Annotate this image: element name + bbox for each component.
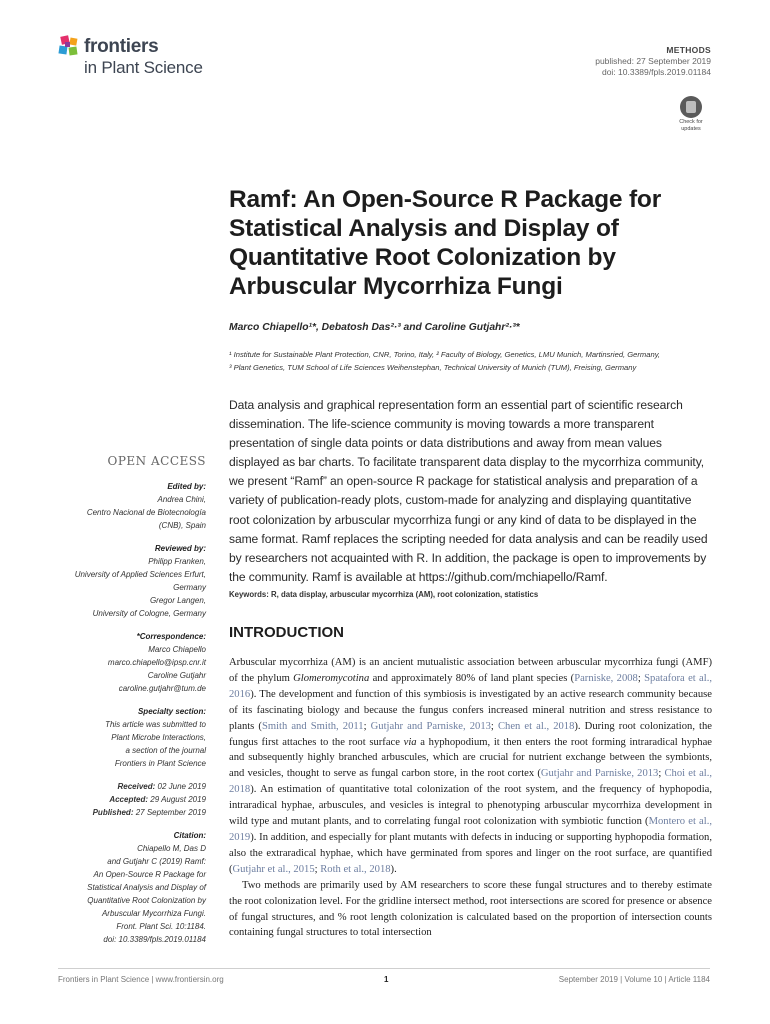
specialty-section-block bbox=[46, 705, 206, 770]
correspondence-block bbox=[46, 630, 206, 695]
abstract: Data analysis and graphical representation form an essential part of scientific research dissemination. The life-science community is moving towards a more transparent presentation of single data points or data distributions and away from mean values displayed as bar charts. To facilitate transparent data display to the mycorrhiza community, we present “Ramf” an open-source R package for statistical analysis and preparation of a variety of publication-ready plots, custom-made for analyzing and displaying quantitative root colonization by arbuscular mycorrhiza fungi or any kind of data to be displayed in the same format. Ramf replaces the scripting needed for data analysis and can be readily used by researchers not acquainted with R. In addition, the package is open to improvements by the community. Ramf is available at https://github.com/mchiapello/Ramf. bbox=[229, 398, 708, 584]
text-run: ; bbox=[637, 672, 645, 684]
doi-link[interactable]: doi: 10.3389/fpls.2019.01184 bbox=[601, 67, 711, 77]
reviewed-by-block bbox=[46, 542, 206, 620]
citation-line-3: An Open-Source R Package for bbox=[93, 870, 206, 879]
correspondent-1-name: Marco Chiapello bbox=[148, 645, 206, 654]
text-run: Arbuscular mycorrhiza (AM) is an ancient mutualistic association between arbuscular mycorrhiza fungi (AMF) of the phylum bbox=[229, 657, 712, 684]
received-date: 02 June 2019 bbox=[157, 782, 206, 791]
editor-name: Andrea Chini, bbox=[157, 495, 206, 504]
check-updates-label-1: Check for bbox=[679, 119, 703, 125]
footer-issue-info: September 2019 | Volume 10 | Article 1184 bbox=[558, 975, 710, 984]
text-run: ). bbox=[390, 863, 397, 875]
specialty-line-3: a section of the journal bbox=[125, 746, 206, 755]
reviewed-by-label: Reviewed by: bbox=[154, 544, 206, 553]
reference-link[interactable]: Smith and Smith, 2011 bbox=[261, 720, 364, 732]
citation-line-4: Statistical Analysis and Display of bbox=[87, 883, 206, 892]
reviewer-1-name: Philipp Franken, bbox=[148, 557, 206, 566]
footer-journal-site[interactable]: Frontiers in Plant Science | www.frontiersin.org bbox=[58, 975, 224, 984]
frontiers-logo-icon bbox=[58, 34, 84, 60]
received-label: Received: bbox=[117, 782, 156, 791]
keywords: Keywords: R, data display, arbuscular mycorrhiza (AM), root colonization, statistics bbox=[229, 590, 539, 599]
specialty-section-label: Specialty section: bbox=[137, 707, 206, 716]
reviewer-1-affiliation-2: Germany bbox=[173, 583, 206, 592]
text-run: ; bbox=[658, 768, 665, 780]
reference-link[interactable]: Chen et al., 2018 bbox=[497, 720, 575, 732]
published-line bbox=[46, 806, 206, 819]
reference-link[interactable]: Choi et al., 2018 bbox=[229, 768, 713, 796]
accepted-line bbox=[46, 793, 206, 806]
editor-affiliation-2: (CNB), Spain bbox=[158, 521, 206, 530]
reference-link[interactable]: Montero et al., 2019 bbox=[229, 816, 713, 843]
check-for-updates-button[interactable] bbox=[674, 96, 708, 132]
citation-block bbox=[46, 829, 206, 946]
edited-by-block bbox=[46, 480, 206, 532]
text-run: ). The development and function of this symbiosis is investigated by an active research community because of its fascinating biology and because the fungus confers increased mineral nutrition and stress resistance to plants ( bbox=[229, 688, 712, 732]
page-number: 1 bbox=[384, 975, 389, 984]
text-run: and approximately 80% of land plant species ( bbox=[369, 672, 575, 684]
text-run: ). An estimation of quantitative total colonization of the root system, and the frequency of hyphopodia, intraradical hyphae, arbuscules, and vesicles is integral to phenotyping arbuscular mycorrhiza development in wild type and mutant plants, and to correlating fungal root colonization with symbiotic function ( bbox=[229, 784, 712, 828]
correspondent-1-email[interactable]: marco.chiapello@ipsp.cnr.it bbox=[107, 658, 206, 667]
check-updates-label-2: updates bbox=[681, 126, 701, 132]
reviewer-2-name: Gregor Langen, bbox=[149, 596, 206, 605]
citation-line-6: Arbuscular Mycorrhiza Fungi. bbox=[101, 909, 206, 918]
journal-logo[interactable] bbox=[58, 34, 218, 80]
introduction-body bbox=[229, 655, 712, 941]
affiliation-line-2: ³ Plant Genetics, TUM School of Life Sciences Weihenstephan, Technical University of Munich (TUM), Freising, Germany bbox=[229, 363, 637, 372]
citation-line-2: and Gutjahr C (2019) Ramf: bbox=[107, 857, 206, 866]
citation-line-8[interactable]: doi: 10.3389/fpls.2019.01184 bbox=[103, 935, 206, 944]
published-date: published: 27 September 2019 bbox=[595, 56, 711, 66]
specialty-line-1: This article was submitted to bbox=[105, 720, 206, 729]
reference-link[interactable]: Parniske, 2008 bbox=[574, 672, 638, 684]
reviewer-1-affiliation-1: University of Applied Sciences Erfurt, bbox=[74, 570, 206, 579]
taxon-name: Glomeromycotina bbox=[293, 672, 370, 684]
italic-word: via bbox=[403, 736, 417, 748]
text-run: ; bbox=[314, 863, 321, 875]
reference-link[interactable]: Gutjahr and Parniske, 2013 bbox=[370, 720, 491, 732]
editor-affiliation-1: Centro Nacional de Biotecnología bbox=[86, 508, 206, 517]
open-access-label: OPEN ACCESS bbox=[107, 454, 206, 468]
text-run: ). During root colonization, the fungus first attaches to the root surface bbox=[229, 720, 713, 748]
intro-paragraph-1 bbox=[229, 655, 712, 878]
text-run: ; bbox=[363, 720, 371, 732]
citation-line-7: Front. Plant Sci. 10:1184. bbox=[116, 922, 206, 931]
specialty-line-2: Plant Microbe Interactions, bbox=[111, 733, 206, 742]
correspondent-2-email[interactable]: caroline.gutjahr@tum.de bbox=[118, 684, 206, 693]
correspondent-2-name: Caroline Gutjahr bbox=[147, 671, 206, 680]
article-sidebar bbox=[46, 480, 206, 951]
text-run: a hyphopodium, it then enters the root forming intraradical hyphae and subsequently highly branched arbuscules, which are crucial for nutrient exchange between the symbionts, and vesicles, thought to serve as fungal carbon store, in the root cortex ( bbox=[229, 736, 712, 780]
reference-link[interactable]: Spatafora et al., 2016 bbox=[229, 672, 712, 700]
citation-line-5: Quantitative Root Colonization by bbox=[87, 896, 206, 905]
author-list: Marco Chiapello¹*, Debatosh Das²·³ and Caroline Gutjahr²·³* bbox=[229, 322, 520, 333]
text-run: ; bbox=[490, 720, 498, 732]
section-heading-introduction: INTRODUCTION bbox=[229, 624, 344, 641]
reviewer-2-affiliation: University of Cologne, Germany bbox=[92, 609, 206, 618]
received-line bbox=[46, 780, 206, 793]
citation-label: Citation: bbox=[173, 831, 206, 840]
reference-link[interactable]: Gutjahr and Parniske, 2013 bbox=[540, 768, 659, 780]
text-run: ). In addition, and especially for plant mutants with defects in inducing or supporting hyphopodia formation, also the extraradical hyphae, which have germinated from spores and linger on the root surface, are quantified ( bbox=[229, 831, 712, 875]
reference-link[interactable]: Roth et al., 2018 bbox=[320, 863, 391, 875]
article-title: Ramf: An Open-Source R Package for Statistical Analysis and Display of Quantitative Root Colonization by Arbuscular Mycorrhiza Fungi bbox=[229, 186, 662, 300]
published-label: Published: bbox=[92, 808, 134, 817]
page-footer bbox=[58, 968, 710, 984]
reference-link[interactable]: Gutjahr et al., 2015 bbox=[232, 863, 315, 875]
published-date-sidebar: 27 September 2019 bbox=[135, 808, 206, 817]
edited-by-label: Edited by: bbox=[167, 482, 206, 491]
accepted-label: Accepted: bbox=[109, 795, 149, 804]
affiliation-line-1: ¹ Institute for Sustainable Plant Protection, CNR, Torino, Italy, ² Faculty of Biology, Genetics, LMU Munich, Martinsried, Germany, bbox=[229, 350, 661, 359]
dates-block bbox=[46, 780, 206, 819]
specialty-line-4: Frontiers in Plant Science bbox=[114, 759, 206, 768]
check-updates-icon bbox=[680, 96, 702, 118]
article-meta bbox=[595, 45, 711, 78]
accepted-date: 29 August 2019 bbox=[150, 795, 206, 804]
citation-line-1: Chiapello M, Das D bbox=[137, 844, 206, 853]
intro-paragraph-2: Two methods are primarily used by AM researchers to score these fungal structures and to thereby estimate the root colonization level. For the gridline intersect method, root intersections are scored for presence or absence of fungal structures, and % root length colonization is calculated based on the proportion of intersection counts containing fungal structures to total intersection bbox=[229, 879, 712, 939]
journal-name-line1: frontiers bbox=[84, 36, 159, 57]
journal-name-line2: in Plant Science bbox=[84, 58, 203, 77]
article-type: METHODS bbox=[666, 45, 711, 55]
correspondence-label: *Correspondence: bbox=[136, 632, 206, 641]
affiliations bbox=[229, 348, 714, 374]
